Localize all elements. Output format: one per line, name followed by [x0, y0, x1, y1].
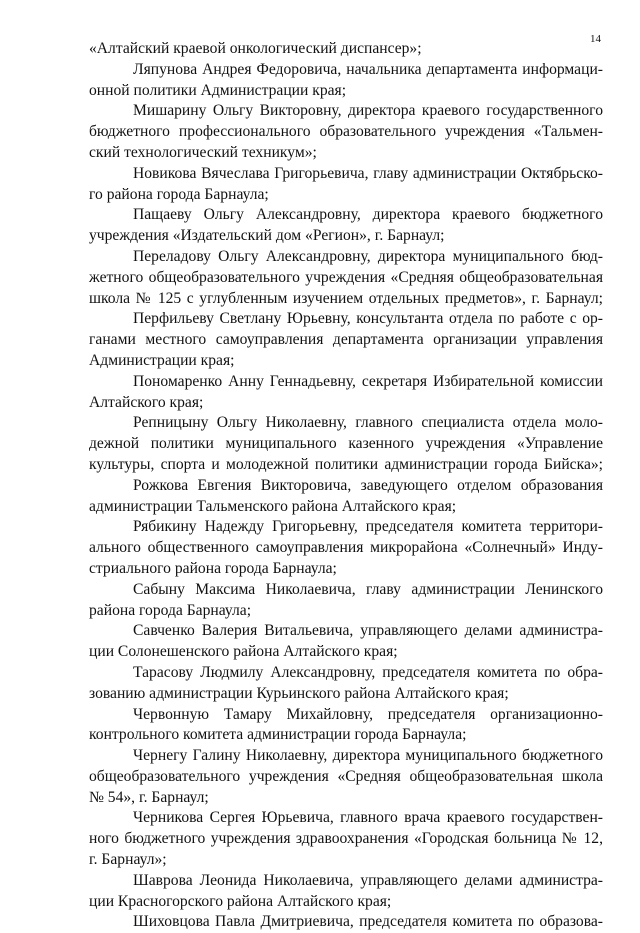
text-line: администрации Тальменского района Алтайского края;: [89, 497, 457, 515]
page-number: 14: [590, 33, 601, 45]
text-line: ский технологический техникум»;: [89, 143, 317, 161]
text-line: ального общественного самоуправления микрорайона «Солнечный» Инду-: [89, 539, 603, 557]
text-line: дежной политики муниципального казенного учреждения «Управление: [89, 435, 603, 453]
text-line: г. Барнаул»;: [89, 851, 167, 869]
text-line: школа № 125 с углубленным изучением отдельных предметов», г. Барнаул;: [89, 289, 603, 307]
text-line: ции Красногорского района Алтайского края;: [89, 892, 392, 910]
text-line: Сабыну Максима Николаевича, главу администрации Ленинского: [133, 580, 603, 598]
text-line: Перфильеву Светлану Юрьевну, консультанта отдела по работе с ор-: [133, 310, 603, 328]
text-line: «Алтайский краевой онкологический диспансер»;: [89, 40, 422, 57]
text-line: Ляпунова Андрея Федоровича, начальника департамента информаци-: [133, 60, 603, 78]
text-line: бюджетного профессионального образовательного учреждения «Тальмен-: [89, 123, 603, 141]
text-line: Черникова Сергея Юрьевича, главного врача краевого государствен-: [133, 809, 603, 827]
text-line: Пащаеву Ольгу Александровну, директора краевого бюджетного: [133, 206, 603, 224]
text-line: Шаврова Леонида Николаевича, управляющего делами администра-: [133, 871, 603, 889]
document-body: [89, 39, 603, 933]
text-line: Червонную Тамару Михайловну, председателя организационно-: [133, 705, 603, 723]
text-line: ции Солонешенского района Алтайского края;: [89, 643, 398, 661]
text-line: ного бюджетного учреждения здравоохранения «Городская больница № 12,: [89, 830, 603, 848]
text-line: го района города Барнаула;: [89, 185, 269, 203]
text-line: стриального района города Барнаула;: [89, 559, 337, 577]
text-line: онной политики Администрации края;: [89, 81, 347, 99]
text-line: Администрации края;: [89, 351, 235, 369]
text-line: учреждения «Издательский дом «Регион», г. Барнаул;: [89, 227, 445, 245]
text-line: зованию администрации Курьинского района Алтайского края;: [89, 684, 509, 702]
text-line: района города Барнаула;: [89, 601, 252, 619]
text-line: Новикова Вячеслава Григорьевича, главу администрации Октябрьско-: [133, 164, 603, 182]
text-line: Пономаренко Анну Геннадьевну, секретаря Избирательной комиссии: [133, 372, 603, 390]
text-line: Рожкова Евгения Викторовича, заведующего отделом образования: [133, 476, 603, 494]
text-line: Переладову Ольгу Александровну, директора муниципального бюд-: [133, 247, 603, 265]
text-line: Алтайского края;: [89, 393, 204, 411]
text-line: № 54», г. Барнаул;: [89, 788, 209, 806]
text-line: общеобразовательного учреждения «Средняя общеобразовательная школа: [89, 767, 603, 785]
text-line: Репницыну Ольгу Николаевну, главного специалиста отдела моло-: [133, 414, 603, 432]
text-line: Савченко Валерия Витальевича, управляющего делами администра-: [133, 622, 603, 640]
text-line: Чернегу Галину Николаевну, директора муниципального бюджетного: [133, 747, 603, 765]
text-line: ганами местного самоуправления департамента организации управления: [89, 331, 603, 349]
text-line: Шиховцова Павла Дмитриевича, председателя комитета по образова-: [133, 913, 603, 931]
text-line: Тарасову Людмилу Александровну, председателя комитета по обра-: [133, 663, 603, 681]
text-line: культуры, спорта и молодежной политики администрации города Бийска»;: [89, 455, 603, 473]
text-line: Рябикину Надежду Григорьевну, председателя комитета территори-: [133, 518, 603, 536]
text-line: Мишарину Ольгу Викторовну, директора краевого государственного: [133, 102, 603, 120]
text-line: жетного общеобразовательного учреждения «Средняя общеобразовательная: [89, 268, 603, 286]
text-line: контрольного комитета администрации города Барнаула;: [89, 726, 467, 744]
